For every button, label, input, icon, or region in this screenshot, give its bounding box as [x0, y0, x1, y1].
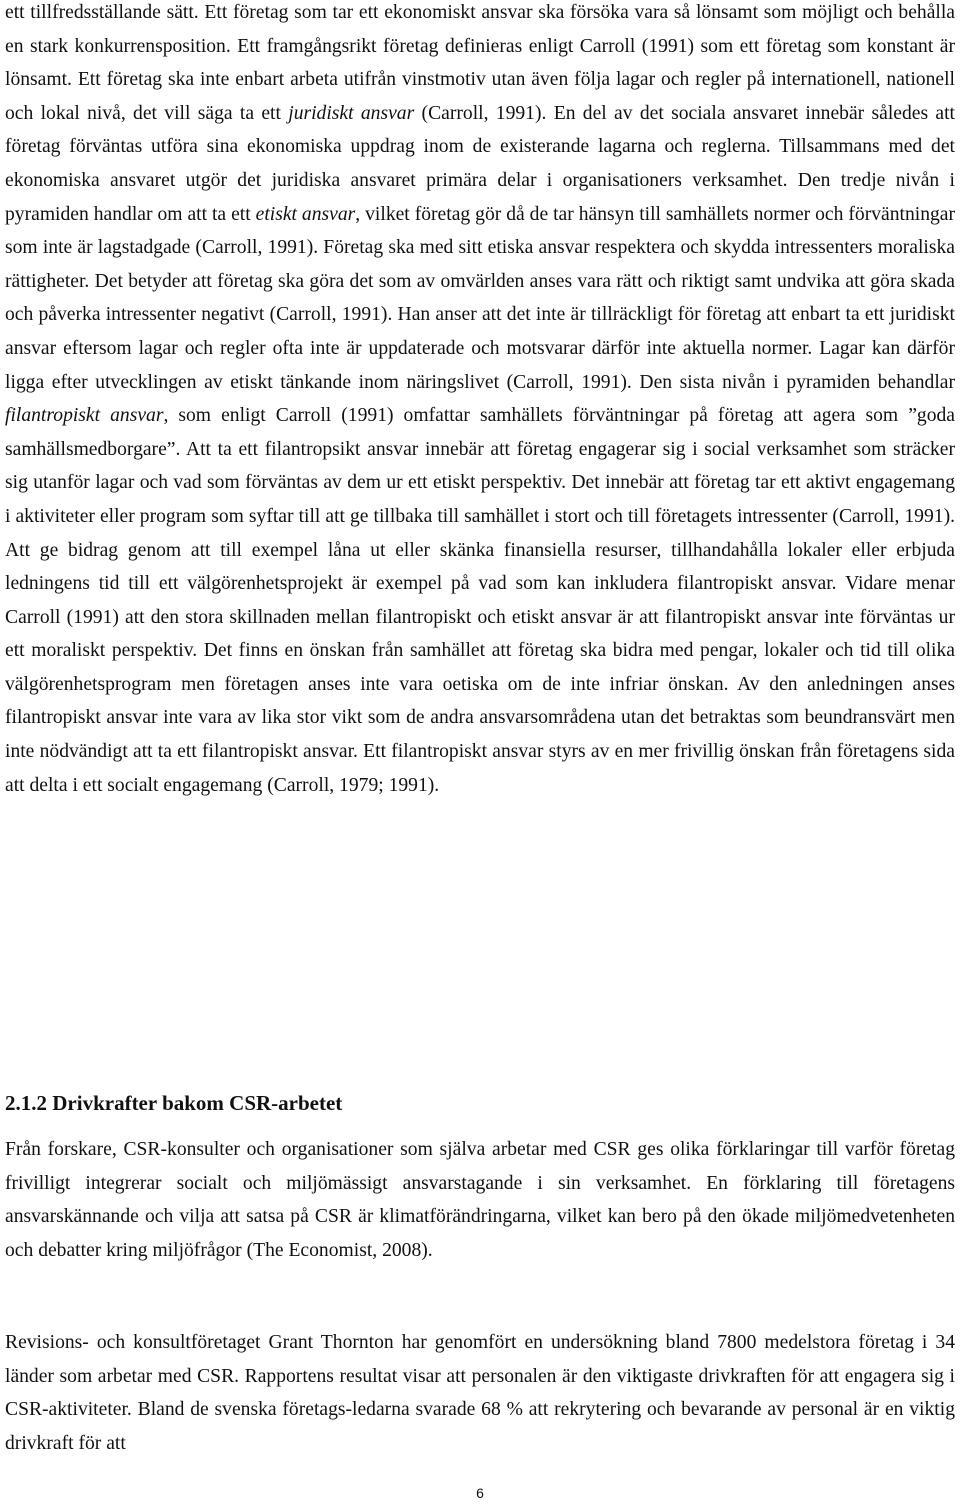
section-heading: 2.1.2 Drivkrafter bakom CSR-arbetet: [5, 1091, 343, 1115]
term-juridiskt-ansvar: juridiskt ansvar: [288, 102, 415, 124]
body-paragraph-3: Revisions- och konsultföretaget Grant Thornton har genomfört en undersökning bland 7800 medelstora företag i 34 länder som arbetar med CSR. Rapportens resultat visar att personalen är den viktigaste drivkraften för att engagera sig i CSR-aktiviteter. Bland de svenska företags-ledarna svarade 68 % att rekrytering och bevarande av personal är en viktig drivkraft för att: [5, 1332, 955, 1454]
paragraph-1-text-1: ett tillfredsställande sätt. Ett företag som tar ett ekonomiskt ansvar ska försöka vara så lönsamt som möjligt och behålla en stark konkurrensposition. Ett framgångsrikt företag definieras enligt Carroll (1991) som ett företag som konstant är lönsamt. Ett företag ska inte enbart arbeta utifrån vinstmotiv utan även följa lagar och regler på internationell, nationell och lokal nivå, det vill säga ta ett: [5, 2, 955, 124]
paragraph-1-text-3: , vilket företag gör då de tar hänsyn till samhällets normer och förväntningar som inte är lagstadgade (Carroll, 1991). Företag ska med sitt etiska ansvar respektera och skydda intressenters moraliska rättigheter. Det betyder att företag ska göra det som av omvärlden anses vara rätt och riktigt samt undvika att göra skada och påverka intressenter negativt (Carroll, 1991). Han anser att det inte är tillräckligt för företag att enbart ta ett juridiskt ansvar eftersom lagar och regler ofta inte är uppdaterade och motsvarar därför inte aktuella normer. Lagar kan därför ligga efter utvecklingen av etiskt tänkande inom näringslivet (Carroll, 1991). Den sista nivån i pyramiden behandlar: [5, 203, 956, 393]
body-paragraph-2: Från forskare, CSR-konsulter och organisationer som själva arbetar med CSR ges olika förklaringar till varför företag frivilligt integrerar socialt och miljömässigt ansvarstagande i sin verksamhet. En förklaring till företagens ansvarskännande och vilja att satsa på CSR är klimatförändringarna, vilket kan bero på den ökade miljömedvetenheten och debatter kring miljöfrågor (The Economist, 2008).: [5, 1139, 955, 1261]
document-page: [5, 0, 956, 1454]
body-paragraph-1: [5, 0, 955, 802]
term-etiskt-ansvar: etiskt ansvar: [255, 203, 356, 225]
page-number: 6: [476, 1485, 484, 1501]
term-filantropiskt-ansvar: filantropiskt ansvar: [5, 405, 164, 427]
paragraph-1-text-4: , som enligt Carroll (1991) omfattar samhällets förväntningar på företag att agera som ”goda samhällsmedborgare”. Att ta ett filantropsikt ansvar innebär att företag engagerar sig i social verksamhet som sträcker sig utanför lagar och vad som förväntas av dem ur ett etiskt perspektiv. Det innebär att företag tar ett aktivt engagemang i aktiviteter eller program som syftar till att ge tillbaka till samhället i stort och till företagets intressenter (Carroll, 1991). Att ge bidrag genom att till exempel låna ut eller skänka finansiella resurser, tillhandahålla lokaler eller erbjuda ledningens tid till ett välgörenhetsprojekt är exempel på vad som kan inkludera filantropiskt ansvar. Vidare menar Carroll (1991) att den stora skillnaden mellan filantropiskt och etiskt ansvar är att filantropiskt ansvar inte förväntas ur ett moraliskt perspektiv. Det finns en önskan från samhället att företag ska bidra med pengar, lokaler och tid till olika välgörenhetsprogram men företagen anses inte vara oetiska om de inte infriar önskan. Av den anledningen anses filantropiskt ansvar inte vara av lika stor vikt som de andra ansvarsområdena utan det betraktas som beundransvärt men inte nödvändigt att ta ett filantropiskt ansvar. Ett filantropiskt ansvar styrs av en mer frivillig önskan från företagens sida att delta i ett socialt engagemang (Carroll, 1979; 1991).: [5, 405, 955, 796]
paragraph-1-text-2: (Carroll, 1991). En del av det sociala ansvaret innebär således att företag förväntas utföra sina ekonomiska uppdrag inom de existerande lagarna och reglerna. Tillsammans med det ekonomiska ansvaret utgör det juridiska ansvaret primära delar i organisationers verksamhet. Den tredje nivån i pyramiden handlar om att ta ett: [5, 102, 955, 225]
